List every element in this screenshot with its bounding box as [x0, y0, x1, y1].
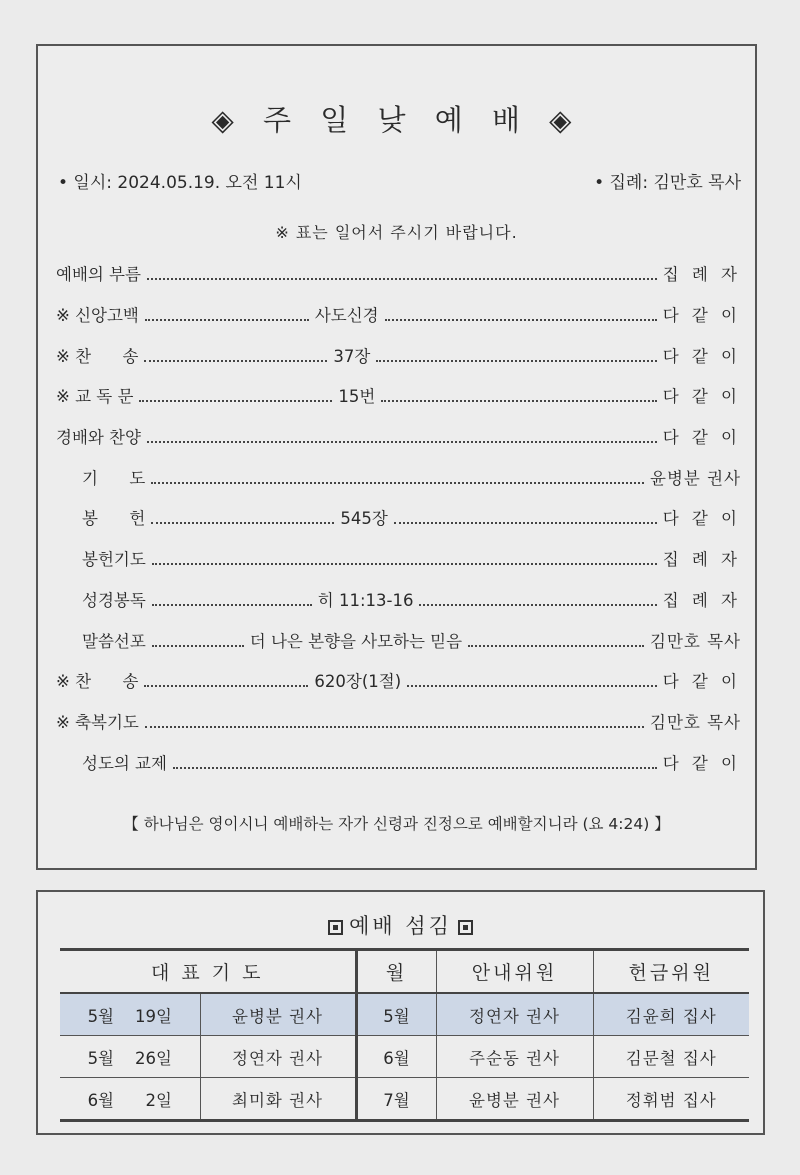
order-label: 예배의 부름	[56, 265, 141, 285]
dot-leader	[394, 522, 657, 524]
table-row	[60, 993, 749, 1036]
offering-member: 정휘범 집사	[593, 1078, 749, 1121]
order-detail: 히 11:13-16	[317, 590, 414, 610]
order-leader: 다 같 이	[662, 346, 741, 366]
header-offering: 헌금위원	[593, 950, 749, 994]
order-row	[56, 660, 741, 701]
order-label: ※ 신앙고백	[56, 306, 139, 326]
dot-leader	[144, 360, 327, 362]
order-leader: 다 같 이	[662, 306, 741, 326]
prayer-month: 6월	[87, 1090, 114, 1110]
header-month: 월	[356, 950, 436, 994]
order-row	[56, 334, 741, 375]
order-leader: 집 례 자	[662, 265, 741, 285]
dot-leader	[152, 604, 312, 606]
order-label: 말씀선포	[82, 631, 146, 651]
square-bullet-icon	[458, 920, 473, 935]
schedule-table	[60, 948, 749, 1122]
dot-leader	[468, 645, 644, 647]
dot-leader	[151, 482, 644, 484]
order-detail: 620장(1절)	[314, 672, 402, 692]
prayer-day: 26일	[134, 1048, 172, 1068]
dot-leader	[145, 726, 644, 728]
schedule-title	[38, 910, 763, 940]
offering-member: 김문철 집사	[593, 1036, 749, 1078]
order-detail: 37장	[333, 346, 371, 366]
order-label: ※ 찬 송	[56, 346, 139, 366]
page-title: ◈ 주 일 낮 예 배 ◈	[211, 103, 582, 137]
order-of-worship	[56, 253, 741, 782]
dot-leader	[144, 685, 308, 687]
order-leader: 다 같 이	[662, 753, 741, 773]
offering-member: 김윤희 집사	[593, 993, 749, 1036]
order-label: 봉헌기도	[82, 550, 146, 570]
order-detail: 15번	[338, 387, 376, 407]
order-leader: 다 같 이	[662, 387, 741, 407]
usher: 주순동 권사	[436, 1036, 593, 1078]
service-officiant: • 집례: 김만호 목사	[594, 173, 741, 193]
order-leader: 김만호 목사	[650, 712, 741, 732]
order-row	[56, 619, 741, 660]
order-row	[56, 253, 741, 294]
service-month: 5월	[356, 993, 436, 1036]
order-label: 성도의 교제	[82, 753, 167, 773]
order-label: 성경봉독	[82, 590, 146, 610]
order-row	[56, 701, 741, 742]
usher: 윤병분 권사	[436, 1078, 593, 1121]
order-row	[56, 579, 741, 620]
prayer-person: 윤병분 권사	[200, 993, 356, 1036]
prayer-day: 19일	[134, 1006, 172, 1026]
dot-leader	[151, 522, 334, 524]
order-label: ※ 교 독 문	[56, 387, 134, 407]
prayer-month: 5월	[87, 1048, 114, 1068]
order-row	[56, 741, 741, 782]
table-row	[60, 1078, 749, 1121]
standing-notice: ※ 표는 일어서 주시기 바랍니다.	[275, 223, 518, 242]
schedule-title-text: 예배 섬김	[349, 914, 452, 938]
order-leader: 집 례 자	[662, 590, 741, 610]
usher: 정연자 권사	[436, 993, 593, 1036]
order-label: 경배와 찬양	[56, 428, 141, 448]
dot-leader	[407, 685, 657, 687]
dot-leader	[139, 400, 332, 402]
order-leader: 윤병분 권사	[650, 468, 741, 488]
dot-leader	[152, 645, 244, 647]
order-label: ※ 찬 송	[56, 672, 139, 692]
order-leader: 김만호 목사	[650, 631, 741, 651]
order-leader: 다 같 이	[662, 428, 741, 448]
service-month: 7월	[356, 1078, 436, 1121]
order-row	[56, 497, 741, 538]
dot-leader	[381, 400, 656, 402]
table-row	[60, 1036, 749, 1078]
prayer-day: 2일	[145, 1090, 172, 1110]
order-detail: 545장	[340, 509, 388, 529]
header-usher: 안내위원	[436, 950, 593, 994]
table-header-row	[60, 950, 749, 994]
dot-leader	[147, 278, 657, 280]
order-leader: 다 같 이	[662, 509, 741, 529]
dot-leader	[376, 360, 656, 362]
order-label: 봉 헌	[82, 509, 146, 529]
dot-leader	[152, 563, 657, 565]
header-prayer: 대 표 기 도	[60, 950, 356, 994]
prayer-date	[60, 1036, 200, 1078]
worship-order-panel	[36, 44, 757, 870]
service-date: • 일시: 2024.05.19. 오전 11시	[58, 173, 302, 193]
order-row	[56, 375, 741, 416]
order-leader: 다 같 이	[662, 672, 741, 692]
prayer-month: 5월	[87, 1006, 114, 1026]
scripture-verse: 【 하나님은 영이시니 예배하는 자가 신령과 진정으로 예배할지니라 (요 4:24) 】	[123, 815, 670, 833]
order-row	[56, 538, 741, 579]
order-detail: 더 나은 본향을 사모하는 믿음	[249, 631, 463, 651]
square-bullet-icon	[328, 920, 343, 935]
prayer-date	[60, 1078, 200, 1121]
dot-leader	[173, 767, 657, 769]
worship-service-panel	[36, 890, 765, 1135]
dot-leader	[147, 441, 657, 443]
order-label: 기 도	[82, 468, 146, 488]
order-leader: 집 례 자	[662, 550, 741, 570]
dot-leader	[419, 604, 656, 606]
order-label: ※ 축복기도	[56, 712, 139, 732]
dot-leader	[385, 319, 657, 321]
dot-leader	[145, 319, 309, 321]
order-row	[56, 294, 741, 335]
order-detail: 사도신경	[314, 306, 379, 326]
prayer-person: 정연자 권사	[200, 1036, 356, 1078]
prayer-date	[60, 993, 200, 1036]
service-month: 6월	[356, 1036, 436, 1078]
prayer-person: 최미화 권사	[200, 1078, 356, 1121]
order-row	[56, 456, 741, 497]
order-row	[56, 416, 741, 457]
